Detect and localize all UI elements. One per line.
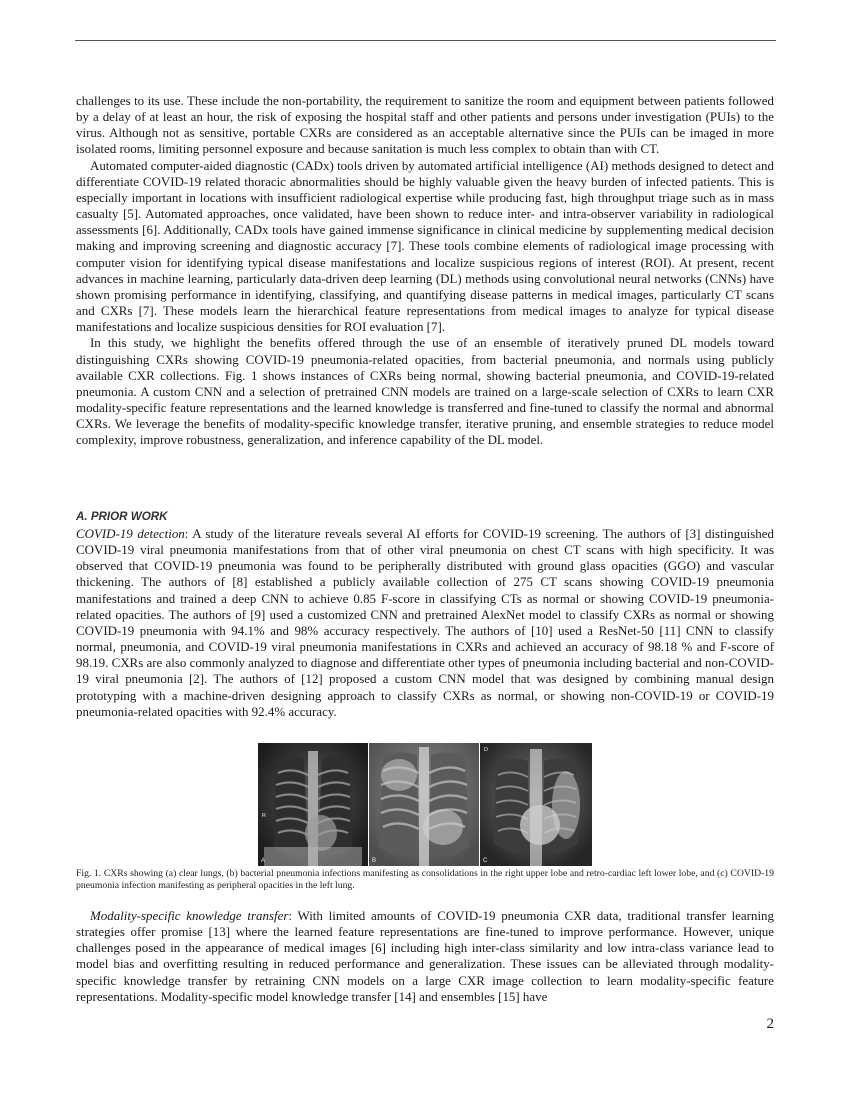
paragraph-continuation: challenges to its use. These include the non-portability, the requirement to sanitize the room and equipment between patients followed by a delay of at least an hour, the risk of exposing the hospital staff and other patients and persons under investigation (PUIs) to the virus. Although not as sensitive, portable CXRs are considered as an acceptable alternative since the PUIs can be imaged in more isolated rooms, limiting personnel exposure and because sanitation is much less complex to obtain than with CT. xyxy=(76,93,774,157)
panel-label-a: A xyxy=(261,858,266,864)
cxr-image-clear-lungs xyxy=(258,743,368,866)
figure-caption: Fig. 1. CXRs showing (a) clear lungs, (b) bacterial pneumonia infections manifesting as consolidations in the right upper lobe and retro-cardiac left lower lobe, and (c) COVID-19 pneumonia infection manifesting as peripheral opacities in the left lung. xyxy=(76,868,774,891)
panel-label-b: B xyxy=(372,858,377,864)
cxr-drawing-b xyxy=(369,743,479,866)
cxr-image-covid-pneumonia xyxy=(480,743,592,866)
paragraph-lead-covid-detection: COVID-19 detection xyxy=(76,526,185,541)
panel-label-c: C xyxy=(483,858,488,864)
paragraph-body-modality: : With limited amounts of COVID-19 pneumonia CXR data, traditional transfer learning strategies offer promise [13] where the learned feature representations are fine-tuned to improve performance. However, unique challenges posed in the appearance of medical images [6] including high inter-class similarity and low intra-class variance lead to model bias and overfitting resulting in reduced performance and generalization. These issues can be alleviated through modality-specific knowledge transfer by retraining CNN models on a large CXR image collection to learn modality-specific feature representations. Modality-specific model knowledge transfer [14] and ensembles [15] have xyxy=(76,908,774,1004)
panel-marker-a: R xyxy=(262,813,266,819)
paragraph-lead-modality: Modality-specific knowledge transfer xyxy=(90,908,289,923)
paragraph-study: In this study, we highlight the benefits offered through the use of an ensemble of iteratively pruned DL models toward distinguishing CXRs showing COVID-19 pneumonia-related opacities, from bacterial pneumonia, and normals using publicly available CXR collections. Fig. 1 shows instances of CXRs being normal, showing bacterial pneumonia, and COVID-19-related pneumonia. A custom CNN and a selection of pretrained CNN models are trained on a large-scale selection of CXRs to learn CXR modality-specific feature representations and the learned knowledge is transferred and fine-tuned to classify the normal and abnormal CXRs. We leverage the benefits of modality-specific knowledge transfer, iterative pruning, and ensemble strategies to reduce model complexity, improve robustness, generalization, and inference capability of the DL model. xyxy=(76,335,774,448)
paragraph-covid-detection xyxy=(76,526,774,720)
paragraph-modality-transfer xyxy=(76,908,774,1005)
panel-marker-c: D xyxy=(484,747,488,753)
prior-work-block xyxy=(76,526,774,720)
section-heading-prior-work: A. PRIOR WORK xyxy=(76,510,168,523)
intro-block xyxy=(76,93,774,448)
modality-block xyxy=(76,908,774,1005)
paragraph-body-covid-detection: : A study of the literature reveals several AI efforts for COVID-19 screening. The authors of [3] distinguished COVID-19 viral pneumonia manifestations from that of other viral pneumonia on chest CT scans with high specificity. It was observed that COVID-19 pneumonia was found to be peripherally distributed with ground glass opacities (GGO) and vascular thickening. The authors of [8] established a publicly available collection of 275 CT scans showing COVID-19 pneumonia manifestations and trained a deep CNN to achieve 0.85 F-score in classifying CTs as normal or showing COVID-19 pneumonia-related opacities. The authors of [9] used a customized CNN and pretrained AlexNet model to classify CXRs as normal or showing COVID-19 pneumonia with 94.1% and 98% accuracy respectively. The authors of [10] used a ResNet-50 [11] CNN to classify normal, pneumonia, and COVID-19 viral pneumonia manifestations in CXRs and achieved an accuracy of 98.18 % and F-score of 98.19. CXRs are also commonly analyzed to diagnose and differentiate other types of pneumonia including bacterial and non-COVID-19 viral pneumonia [2]. The authors of [12] proposed a custom CNN model that was designed by combining manual design prototyping with a machine-driven designing approach to classify CXRs as normal, or showing non-COVID-19 or COVID-19 pneumonia-related opacities with 92.4% accuracy. xyxy=(76,526,774,719)
cxr-drawing-a xyxy=(258,743,368,866)
paragraph-cadx: Automated computer-aided diagnostic (CADx) tools driven by automated artificial intelligence (AI) methods designed to detect and differentiate COVID-19 related thoracic abnormalities should be highly valuable given the heavy burden of infected patients. This is especially important in locations with insufficient radiological expertise while producing fast, high throughput triage such as in mass casualty [5]. Automated approaches, once validated, have been shown to reduce inter- and intra-observer variability in radiological assessments [6]. Additionally, CADx tools have gained immense significance in clinical medicine by supplementing medical decision making and improving screening and diagnostic accuracy [7]. These tools combine elements of radiological image processing with computer vision for identifying typical disease manifestations and localize suspicious regions of interest (ROI). At present, recent advances in machine learning, particularly data-driven deep learning (DL) methods using convolutional neural networks (CNNs) have shown promising performance in identifying, classifying, and quantifying disease patterns in medical images, particularly CT scans and CXRs [7]. These models learn the hierarchical feature representations from medical images to analyze for typical disease manifestations and localize suspicious densities for ROI evaluation [7]. xyxy=(76,157,774,335)
cxr-image-bacterial-pneumonia xyxy=(369,743,479,866)
page-number: 2 xyxy=(766,1016,774,1032)
cxr-drawing-c xyxy=(480,743,592,866)
figure-cxr-images xyxy=(258,743,593,866)
header-rule xyxy=(75,40,776,41)
